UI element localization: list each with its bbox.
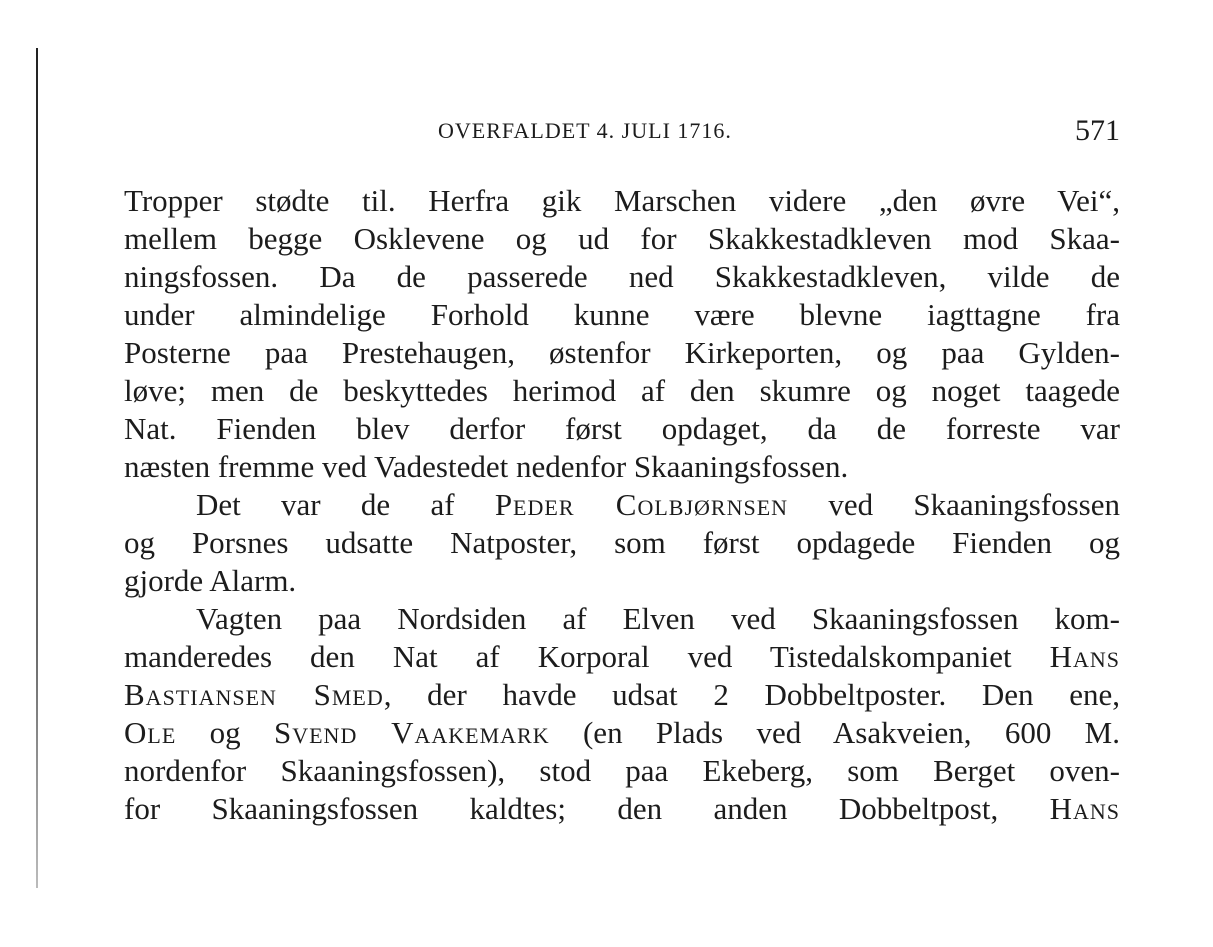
text-segment: og: [176, 715, 274, 750]
text-line: ningsfossen. Da de passerede ned Skakkestadkleven, vilde de: [124, 259, 1120, 294]
paragraph-1: [124, 182, 1120, 486]
text-line: [124, 714, 1120, 752]
text-line: [124, 676, 1120, 714]
text-segment: Det var de af: [196, 487, 495, 522]
text-line: løve; men de beskyttedes herimod af den skumre og noget taagede: [124, 373, 1120, 408]
text-line: nordenfor Skaaningsfossen), stod paa Ekeberg, som Berget oven-: [124, 753, 1120, 788]
text-segment: manderedes den Nat af Korporal ved Tistedalskompaniet: [124, 639, 1050, 674]
running-head: [124, 111, 1120, 151]
person-name: Hans: [1049, 791, 1120, 826]
text-line: under almindelige Forhold kunne være blevne iagttagne fra: [124, 297, 1120, 332]
text-segment: , der havde udsat 2 Dobbeltposter. Den ene,: [383, 677, 1121, 712]
paragraph-3: [124, 600, 1120, 828]
text-segment: for Skaaningsfossen kaldtes; den anden Dobbeltpost,: [124, 791, 1050, 826]
person-name: Svend Vaakemark: [273, 715, 550, 750]
person-name: Ole: [124, 715, 177, 750]
text-line: gjorde Alarm.: [124, 563, 297, 598]
text-line: Vagten paa Nordsiden af Elven ved Skaaningsfossen kom-: [196, 601, 1120, 636]
page-number: 571: [1075, 114, 1120, 147]
text-line: Nat. Fienden blev derfor først opdaget, da de forreste var: [124, 411, 1120, 446]
paragraph-2: [124, 486, 1120, 600]
text-line: og Porsnes udsatte Natposter, som først opdagede Fienden og: [124, 525, 1120, 560]
text-line: [124, 790, 1120, 828]
text-line: Tropper stødte til. Herfra gik Marschen videre „den øvre Vei“,: [124, 183, 1120, 218]
text-segment: (en Plads ved Asakveien, 600 M.: [549, 715, 1120, 750]
body-text: [124, 182, 1120, 828]
page-edge-rule: [36, 48, 38, 888]
person-name: Peder Colbjørnsen: [494, 487, 789, 522]
text-segment: ved Skaaningsfossen: [788, 487, 1120, 522]
text-line: [124, 486, 1120, 524]
text-line: næsten fremme ved Vadestedet nedenfor Skaaningsfossen.: [124, 449, 849, 484]
running-title: OVERFALDET 4. JULI 1716.: [438, 118, 732, 143]
text-line: Posterne paa Prestehaugen, østenfor Kirkeporten, og paa Gylden-: [124, 335, 1120, 370]
person-name: Hans: [1049, 639, 1120, 674]
text-line: mellem begge Osklevene og ud for Skakkestadkleven mod Skaa-: [124, 221, 1120, 256]
text-line: [124, 638, 1120, 676]
person-name: Bastiansen Smed: [124, 677, 384, 712]
